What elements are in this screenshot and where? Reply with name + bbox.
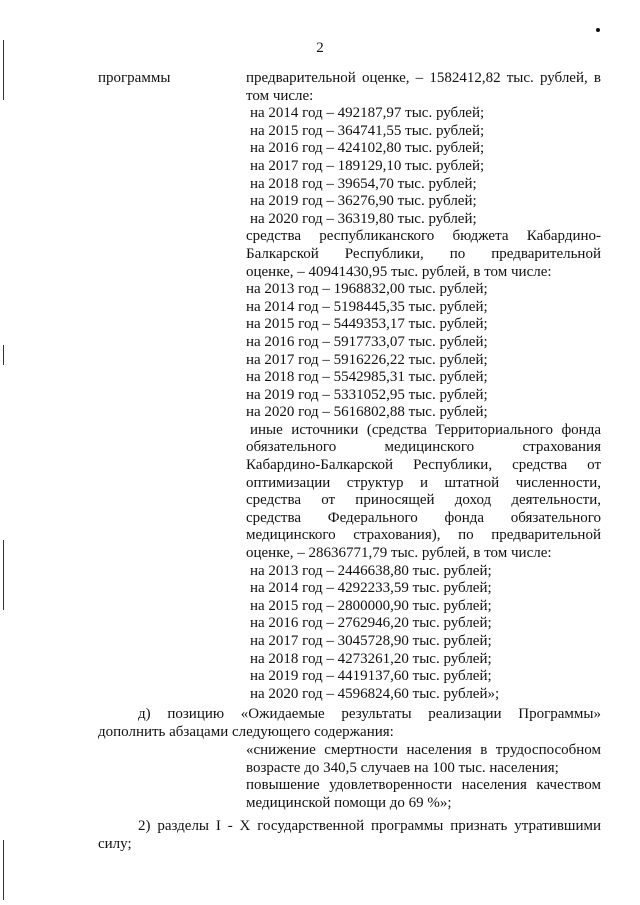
item-d-line: дополнить абзацами следующего содержания: — [98, 723, 394, 740]
item-d-paragraph — [98, 706, 601, 741]
funding-line: на 2015 год – 364741,55 тыс. рублей; — [250, 122, 485, 139]
funding-line: на 2017 год – 5916226,22 тыс. рублей; — [246, 351, 488, 368]
funding-line: на 2014 год – 4292233,59 тыс. рублей; — [250, 580, 492, 597]
scan-dot — [596, 28, 600, 32]
funding-line: на 2014 год – 492187,97 тыс. рублей; — [250, 105, 485, 122]
funding-line: на 2015 год – 5449353,17 тыс. рублей; — [246, 316, 488, 333]
scan-edge-mark — [3, 540, 4, 610]
funding-line: на 2016 год – 5917733,07 тыс. рублей; — [246, 333, 488, 350]
scan-edge-mark — [3, 840, 4, 900]
funding-line: на 2014 год – 5198445,35 тыс. рублей; — [246, 298, 488, 315]
funding-line: том числе: — [246, 87, 314, 104]
funding-line: на 2016 год – 424102,80 тыс. рублей; — [250, 140, 485, 157]
funding-line: средства от приносящей доход деятельности, — [246, 492, 601, 509]
scan-edge-mark — [3, 345, 4, 365]
funding-line: на 2020 год – 5616802,88 тыс. рублей; — [246, 404, 488, 421]
quote-line: возрасте до 340,5 случаев на 100 тыс. населения; — [246, 759, 559, 776]
funding-line: иные источники (средства Территориального фонда — [250, 421, 601, 438]
funding-line: на 2016 год – 2762946,20 тыс. рублей; — [250, 615, 492, 632]
funding-line: на 2017 год – 3045728,90 тыс. рублей; — [250, 633, 492, 649]
funding-line: на 2018 год – 5542985,31 тыс. рублей; — [246, 369, 488, 386]
funding-line: средства республиканского бюджета Кабардино- — [246, 228, 601, 245]
funding-line: на 2020 год – 36319,80 тыс. рублей; — [250, 210, 477, 227]
funding-line: на 2013 год – 2446638,80 тыс. рублей; — [250, 562, 492, 579]
funding-line: на 2019 год – 4419137,60 тыс. рублей; — [250, 668, 492, 685]
funding-line: на 2020 год – 4596824,60 тыс. рублей»; — [250, 685, 500, 702]
funding-line: средства Федерального фонда обязательного — [246, 509, 601, 526]
funding-line: на 2019 год – 36276,90 тыс. рублей; — [250, 193, 477, 210]
item-2-line: 2) разделы I - X государственной программы признать утратившими — [138, 818, 601, 834]
funding-line: на 2018 год – 4273261,20 тыс. рублей; — [250, 650, 492, 667]
funding-line: на 2013 год – 1968832,00 тыс. рублей; — [246, 281, 488, 298]
funding-text-column — [246, 70, 601, 703]
funding-line: оптимизации структур и штатной численности, — [246, 474, 601, 491]
funding-line: Балкарской Республики, по предварительной — [246, 245, 601, 262]
item-2-line: силу; — [98, 835, 132, 852]
quote-line: повышение удовлетворенности населения качеством — [246, 777, 601, 794]
funding-line: обязательного медицинского страхования — [246, 439, 601, 456]
item-2-paragraph — [98, 818, 601, 853]
page-number: 2 — [316, 40, 324, 56]
quote-block — [246, 742, 601, 812]
funding-line: на 2018 год – 39654,70 тыс. рублей; — [250, 175, 477, 192]
quote-line: «снижение смертности населения в трудоспособном — [246, 742, 601, 758]
funding-line: на 2015 год – 2800000,90 тыс. рублей; — [250, 597, 492, 614]
quote-line: медицинской помощи до 69 %»; — [246, 794, 452, 811]
funding-line: на 2019 год – 5331052,95 тыс. рублей; — [246, 386, 488, 403]
funding-line: оценке, – 40941430,95 тыс. рублей, в том числе: — [246, 263, 552, 280]
table-left-label: программы — [98, 70, 171, 86]
funding-line: предварительной оценке, – 1582412,82 тыс. рублей, в — [246, 70, 601, 86]
funding-line: на 2017 год – 189129,10 тыс. рублей; — [250, 157, 485, 174]
item-d-line: д) позицию «Ожидаемые результаты реализации Программы» — [138, 706, 601, 722]
funding-line: медицинского страхования), по предварительной — [246, 527, 601, 544]
funding-line: оценке, – 28636771,79 тыс. рублей, в том числе: — [246, 545, 552, 562]
funding-line: Кабардино-Балкарской Республики, средства от — [246, 457, 601, 474]
